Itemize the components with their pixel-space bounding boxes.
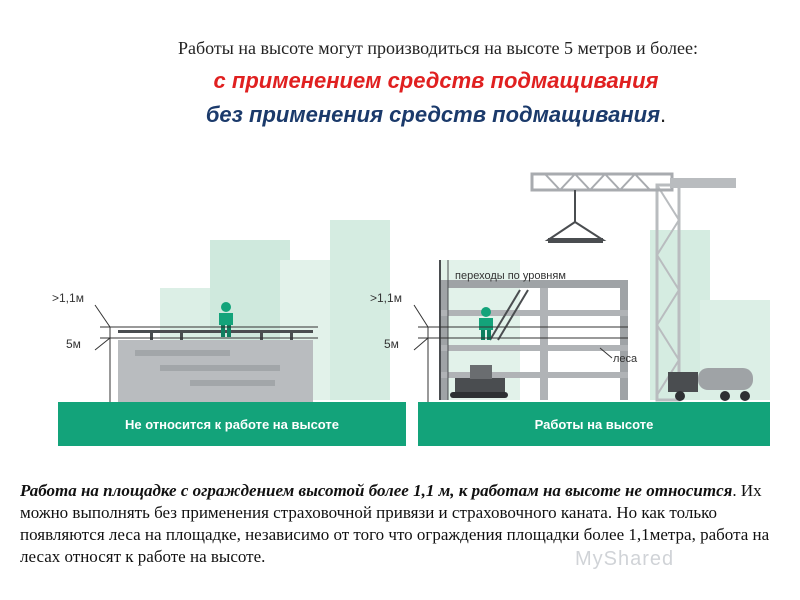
right-caption: Работы на высоте [534,417,654,432]
left-panel [52,220,406,446]
heading-line-3-text: без применения средств подмащивания [205,102,661,127]
right-frame-floor-2 [440,310,628,316]
right-frame-left-column [440,280,448,400]
heading-line-3 [36,102,800,128]
heading-line-2-prefix: с [213,68,232,93]
left-platform-stripe-1 [135,350,230,356]
left-height-base-label: 5м [66,337,81,351]
heading-line-2 [36,68,800,94]
right-panel [370,174,770,446]
left-platform-stripe-3 [190,380,275,386]
right-frame-mid-column [540,280,548,400]
note-levels: переходы по уровням [455,270,566,282]
paragraph-lead: Работа на площадке с ограждением высотой более 1,1 м, к работам на высоте не относится [20,481,733,500]
right-height-base-label: 5м [384,337,399,351]
watermark: MyShared [575,548,675,570]
right-height-top-label: >1,1м [370,291,402,305]
heading-line-1: Работы на высоте могут производиться на высоте 5 метров и более: [177,38,698,58]
left-height-top-label: >1,1м [52,291,84,305]
height-work-illustration [0,160,800,460]
heading-line-3-dot: . [660,102,667,127]
right-frame-right-column [620,280,628,400]
left-railing [118,330,313,333]
left-caption: Не относится к работе на высоте [124,417,340,432]
right-frame-floor-3 [440,345,628,351]
left-platform-stripe-2 [160,365,280,371]
left-bg-building-4 [330,220,390,400]
right-frame-floor-4 [440,372,628,378]
heading-line-2-rest: применением средств подмащивания [231,68,659,93]
note-scaffold: леса [613,353,638,365]
paragraph-rest: . Их можно выполнять без применения страховочной привязи и страховочного каната. Но как только появляются леса на площадке, независимо от того что ограждения площадки более 1,1метра, работа на лесах относят к работе на высоте. [20,481,770,566]
